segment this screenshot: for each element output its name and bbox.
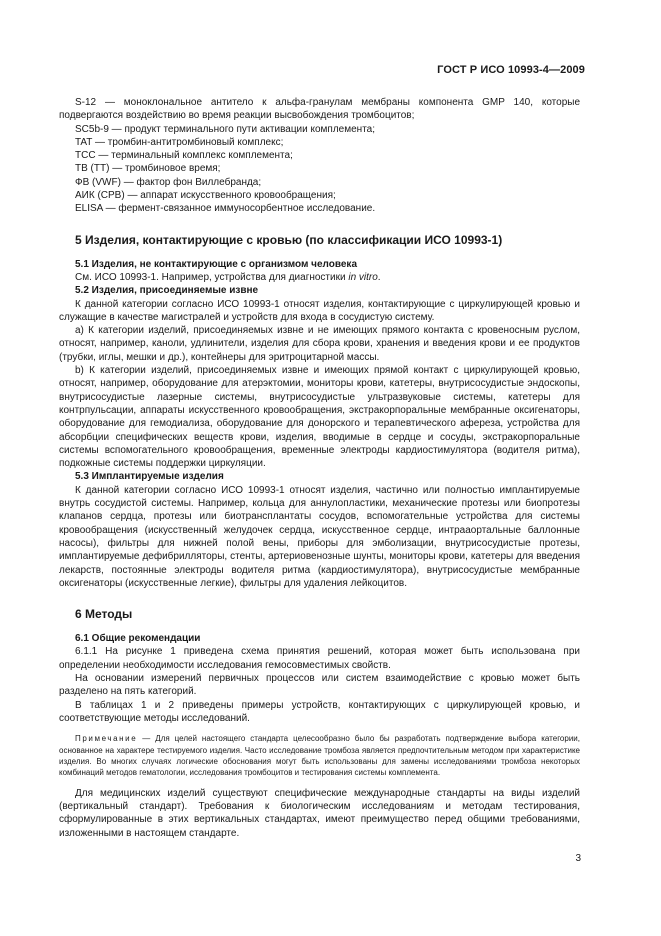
paragraph: На основании измерений первичных процессов или систем взаимодействие с кровью может быть разделено на пять категорий.: [59, 672, 580, 698]
abbrev-item: ELISA — фермент-связанное иммуносорбентное исследование.: [75, 203, 376, 215]
abbrev-item: TAT — тромбин-антитромбиновый комплекс;: [75, 136, 284, 148]
subsection-5-3-text: К данной категории согласно ИСО 10993-1 относят изделия, частично или полностью имплантируемые внутрь сосудистой системы. Например, кольца для аннулопластики, механические протезы или биопротезы клапанов сердца, протезы или биотрансплантаты сосудов, вспомогательные устройства для системы кровообращения (искусственный желудочек сердца, искусственное сердце, интрааортальные баллонные насосы), фильтры для нижней полой вены, приборы для эмболизации, внутрисосудистые протезы, имплантируемые дефибрилляторы, стенты, артериовенозные шунты, мониторы крови, катетеры для введения лекарств, постоянные электроды водителя ритма (кардиостимулятора), внутрисосудистые мембранные оксигенаторы (искусственные легкие), фильтры для удаления лейкоцитов.: [59, 484, 580, 589]
subsection-6-1-title: 6.1 Общие рекомендации: [75, 633, 201, 645]
subsection-5-1-title: 5.1 Изделия, не контактирующие с организмом человека: [75, 258, 358, 270]
note-label: Примечание: [75, 734, 138, 744]
page-number: 3: [575, 853, 581, 864]
subsection-5-1-text: См. ИСО 10993-1. Например, устройства для диагностики in vitro.: [75, 271, 381, 283]
standard-header: ГОСТ Р ИСО 10993-4—2009: [437, 64, 585, 76]
paragraph: Для медицинских изделий существуют специфические международные стандарты на виды изделий (вертикальный стандарт). Требования к биологическим исследованиям и методам тестирования, сформулированные в этих вертикальных стандартах, имеют преимущество перед общими требованиями, изложенными в настоящем стандарте.: [59, 787, 580, 839]
subsection-5-2-item-b: b) К категории изделий, присоединяемых извне и имеющих прямой контакт с циркулирующей кровью, относят, например, оборудование для атерэктомии, мониторы крови, катетеры, внутрисосудистые эндоскопы, внутрисосудистые лазерные системы, внутрисосудистые ультразвуковые системы, катетеры для контрпульсации, аппараты искусственного кровообращения, экстракорпоральные мембранные оксигенаторы, оборудование для гемодиализа, оборудование для донорского и терапевтического афереза, устройства для абсорбции специфических веществ крови, изделия, вводимые в сердце и сосуды, экстракорпоральные системы вспомогательного кровообращения, временные электроды кардиостимулятора (водителя ритма), подкожные системы поддержки циркуляции.: [59, 365, 580, 470]
abbrev-item: S-12 — моноклональное антитело к альфа-гранулам мембраны компонента GMP 140, которые подвергаются воздействию во время реакции высвобождения тромбоцитов;: [59, 97, 580, 122]
section-6-title: 6 Методы: [75, 607, 133, 622]
abbreviations-list: [59, 96, 580, 216]
paragraph-6-1-1: 6.1.1 На рисунке 1 приведена схема принятия решений, которая может быть использована при определении необходимости исследования гемосовместимых свойств.: [59, 646, 580, 671]
page-content: [59, 96, 580, 840]
paragraph: В таблицах 1 и 2 приведены примеры устройств, контактирующих с циркулирующей кровью, и соответствующие методы исследований.: [59, 699, 580, 724]
abbrev-item: АИК (СРВ) — аппарат искусственного кровообращения;: [75, 190, 336, 202]
abbrev-item: ТВ (ТТ) — тромбиновое время;: [75, 163, 221, 175]
subsection-5-3-title: 5.3 Имплантируемые изделия: [75, 471, 224, 483]
note: Примечание — Для целей настоящего стандарта целесообразно было бы разработать подтверждение выбора категории, основанное на характере тестируемого изделия. Часто исследование тромбоза является предпочтительным методом при характеристике изделия. Во многих случаях логические обоснования могут быть использованы для замены исследованиями тромбоза некоторых комбинаций методов гематологии, исследования тромбоцитов и тестирования системы комплемента.: [59, 734, 580, 778]
subsection-5-2-title: 5.2 Изделия, присоединяемые извне: [75, 285, 259, 297]
abbrev-item: ФВ (VWF) — фактор фон Виллебранда;: [75, 176, 262, 188]
section-5-title: 5 Изделия, контактирующие с кровью (по классификации ИСО 10993-1): [75, 232, 503, 247]
abbrev-item: SC5b-9 — продукт терминального пути активации комплемента;: [75, 123, 376, 135]
subsection-5-2-text: К данной категории согласно ИСО 10993-1 относят изделия, контактирующие с циркулирующей кровью и служащие в качестве магистралей и устройств для входа в сосудистую систему.: [59, 298, 580, 323]
abbrev-item: TCC — терминальный комплекс комплемента;: [75, 150, 293, 162]
subsection-5-2-item-a: a) К категории изделий, присоединяемых извне и не имеющих прямого контакта с кровеносным руслом, относят, например, каноли, удлинители, изделия для сбора крови, хранения и введения крови и ее продуктов (трубки, иглы, мешки и др.), контейнеры для эритроцитарной массы.: [59, 325, 580, 363]
